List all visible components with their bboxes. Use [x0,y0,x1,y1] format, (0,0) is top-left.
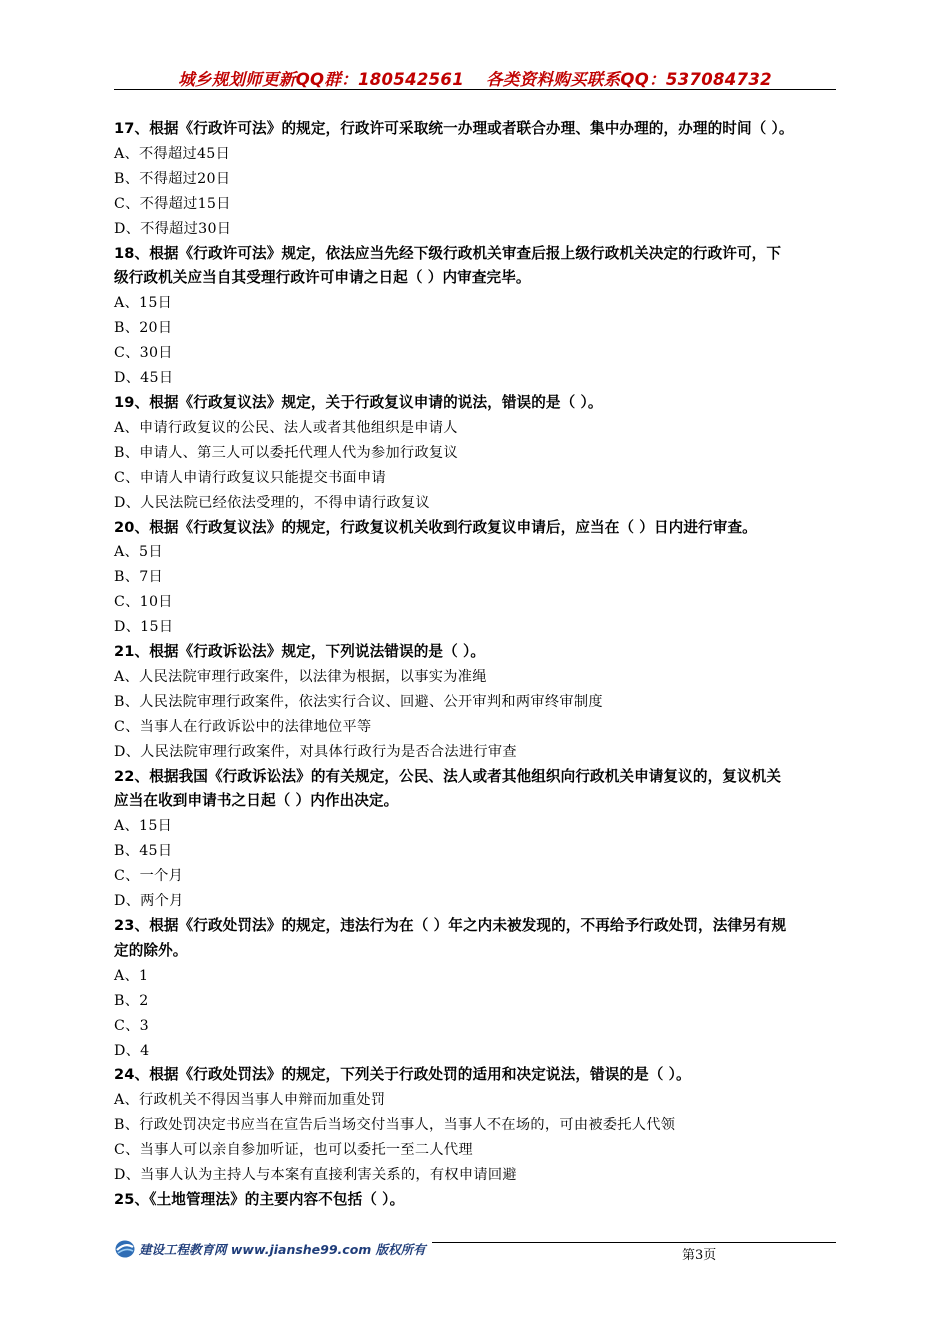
answer-option: B、不得超过20日 [114,170,231,187]
question-text: 17、根据《行政许可法》的规定，行政许可采取统一办理或者联合办理、集中办理的，办理的时间（ ）。 [114,120,794,137]
answer-option: D、人民法院已经依法受理的，不得申请行政复议 [114,494,430,511]
question-text: 20、根据《行政复议法》的规定，行政复议机关收到行政复议申请后，应当在（ ）日内进行审查。 [114,518,757,536]
answer-option: C、申请人申请行政复议只能提交书面申请 [114,469,386,486]
answer-option: B、45日 [114,843,173,860]
answer-option: D、15日 [114,619,174,636]
answer-option: A、1 [114,967,149,984]
answer-option: B、人民法院审理行政案件，依法实行合议、回避、公开审判和两审终审制度 [114,693,603,710]
answer-option: B、20日 [114,320,173,337]
header-qq-group: 城乡规划师更新QQ群：180542561 [178,70,464,89]
answer-option: C、一个月 [114,868,184,885]
answer-option: C、3 [114,1017,149,1034]
footer-divider [432,1242,836,1243]
answer-option: A、人民法院审理行政案件，以法律为根据，以事实为准绳 [114,668,487,685]
question-text: 定的除外。 [114,941,188,959]
answer-option: A、不得超过45日 [114,145,231,162]
answer-option: D、当事人认为主持人与本案有直接利害关系的，有权申请回避 [114,1167,517,1184]
question-text: 25、《土地管理法》的主要内容不包括（ ）。 [114,1190,405,1208]
question-text: 应当在收到申请书之日起（ ）内作出决定。 [114,792,399,810]
site-logo-icon [114,1239,136,1259]
answer-option: C、10日 [114,594,173,611]
answer-option: B、行政处罚决定书应当在宣告后当场交付当事人，当事人不在场的，可由被委托人代领 [114,1117,676,1134]
header-divider [114,89,836,90]
answer-option: D、45日 [114,370,174,387]
answer-option: C、当事人在行政诉讼中的法律地位平等 [114,718,372,735]
question-text: 23、根据《行政处罚法》的规定，违法行为在（ ）年之内未被发现的，不再给予行政处罚，法律另有规 [114,917,787,934]
page-header [0,66,950,90]
answer-option: D、不得超过30日 [114,220,232,237]
answer-option: A、行政机关不得因当事人申辩而加重处罚 [114,1092,386,1109]
page-number: 第3页 [682,1248,717,1263]
question-text: 18、根据《行政许可法》规定，依法应当先经下级行政机关审查后报上级行政机关决定的行政许可，下 [114,244,782,262]
question-list [114,117,844,1213]
answer-option: A、5日 [114,544,163,561]
answer-option: D、4 [114,1042,150,1059]
answer-option: C、不得超过15日 [114,195,231,212]
question-text: 19、根据《行政复议法》规定，关于行政复议申请的说法，错误的是（ ）。 [114,393,603,411]
question-text: 21、根据《行政诉讼法》规定，下列说法错误的是（ ）。 [114,643,486,661]
answer-option: A、15日 [114,295,173,312]
question-text: 24、根据《行政处罚法》的规定，下列关于行政处罚的适用和决定说法，错误的是（ ）。 [114,1066,691,1084]
answer-option: B、7日 [114,569,164,586]
answer-option: A、15日 [114,818,173,835]
answer-option: D、人民法院审理行政案件，对具体行政行为是否合法进行审查 [114,743,517,760]
answer-option: B、申请人、第三人可以委托代理人代为参加行政复议 [114,444,458,461]
header-purchase-contact: 各类资料购买联系QQ：537084732 [486,70,772,89]
answer-option: A、申请行政复议的公民、法人或者其他组织是申请人 [114,419,458,436]
footer-copyright: 建设工程教育网 www.jianshe99.com 版权所有 [139,1242,426,1257]
answer-option: C、30日 [114,345,173,362]
answer-option: B、2 [114,992,149,1009]
question-text: 22、根据我国《行政诉讼法》的有关规定，公民、法人或者其他组织向行政机关申请复议的，复议机关 [114,767,782,785]
answer-option: C、当事人可以亲自参加听证，也可以委托一至二人代理 [114,1142,473,1159]
page-footer [114,1237,836,1265]
question-text: 级行政机关应当自其受理行政许可申请之日起（ ）内审查完毕。 [114,269,531,287]
answer-option: D、两个月 [114,893,184,910]
